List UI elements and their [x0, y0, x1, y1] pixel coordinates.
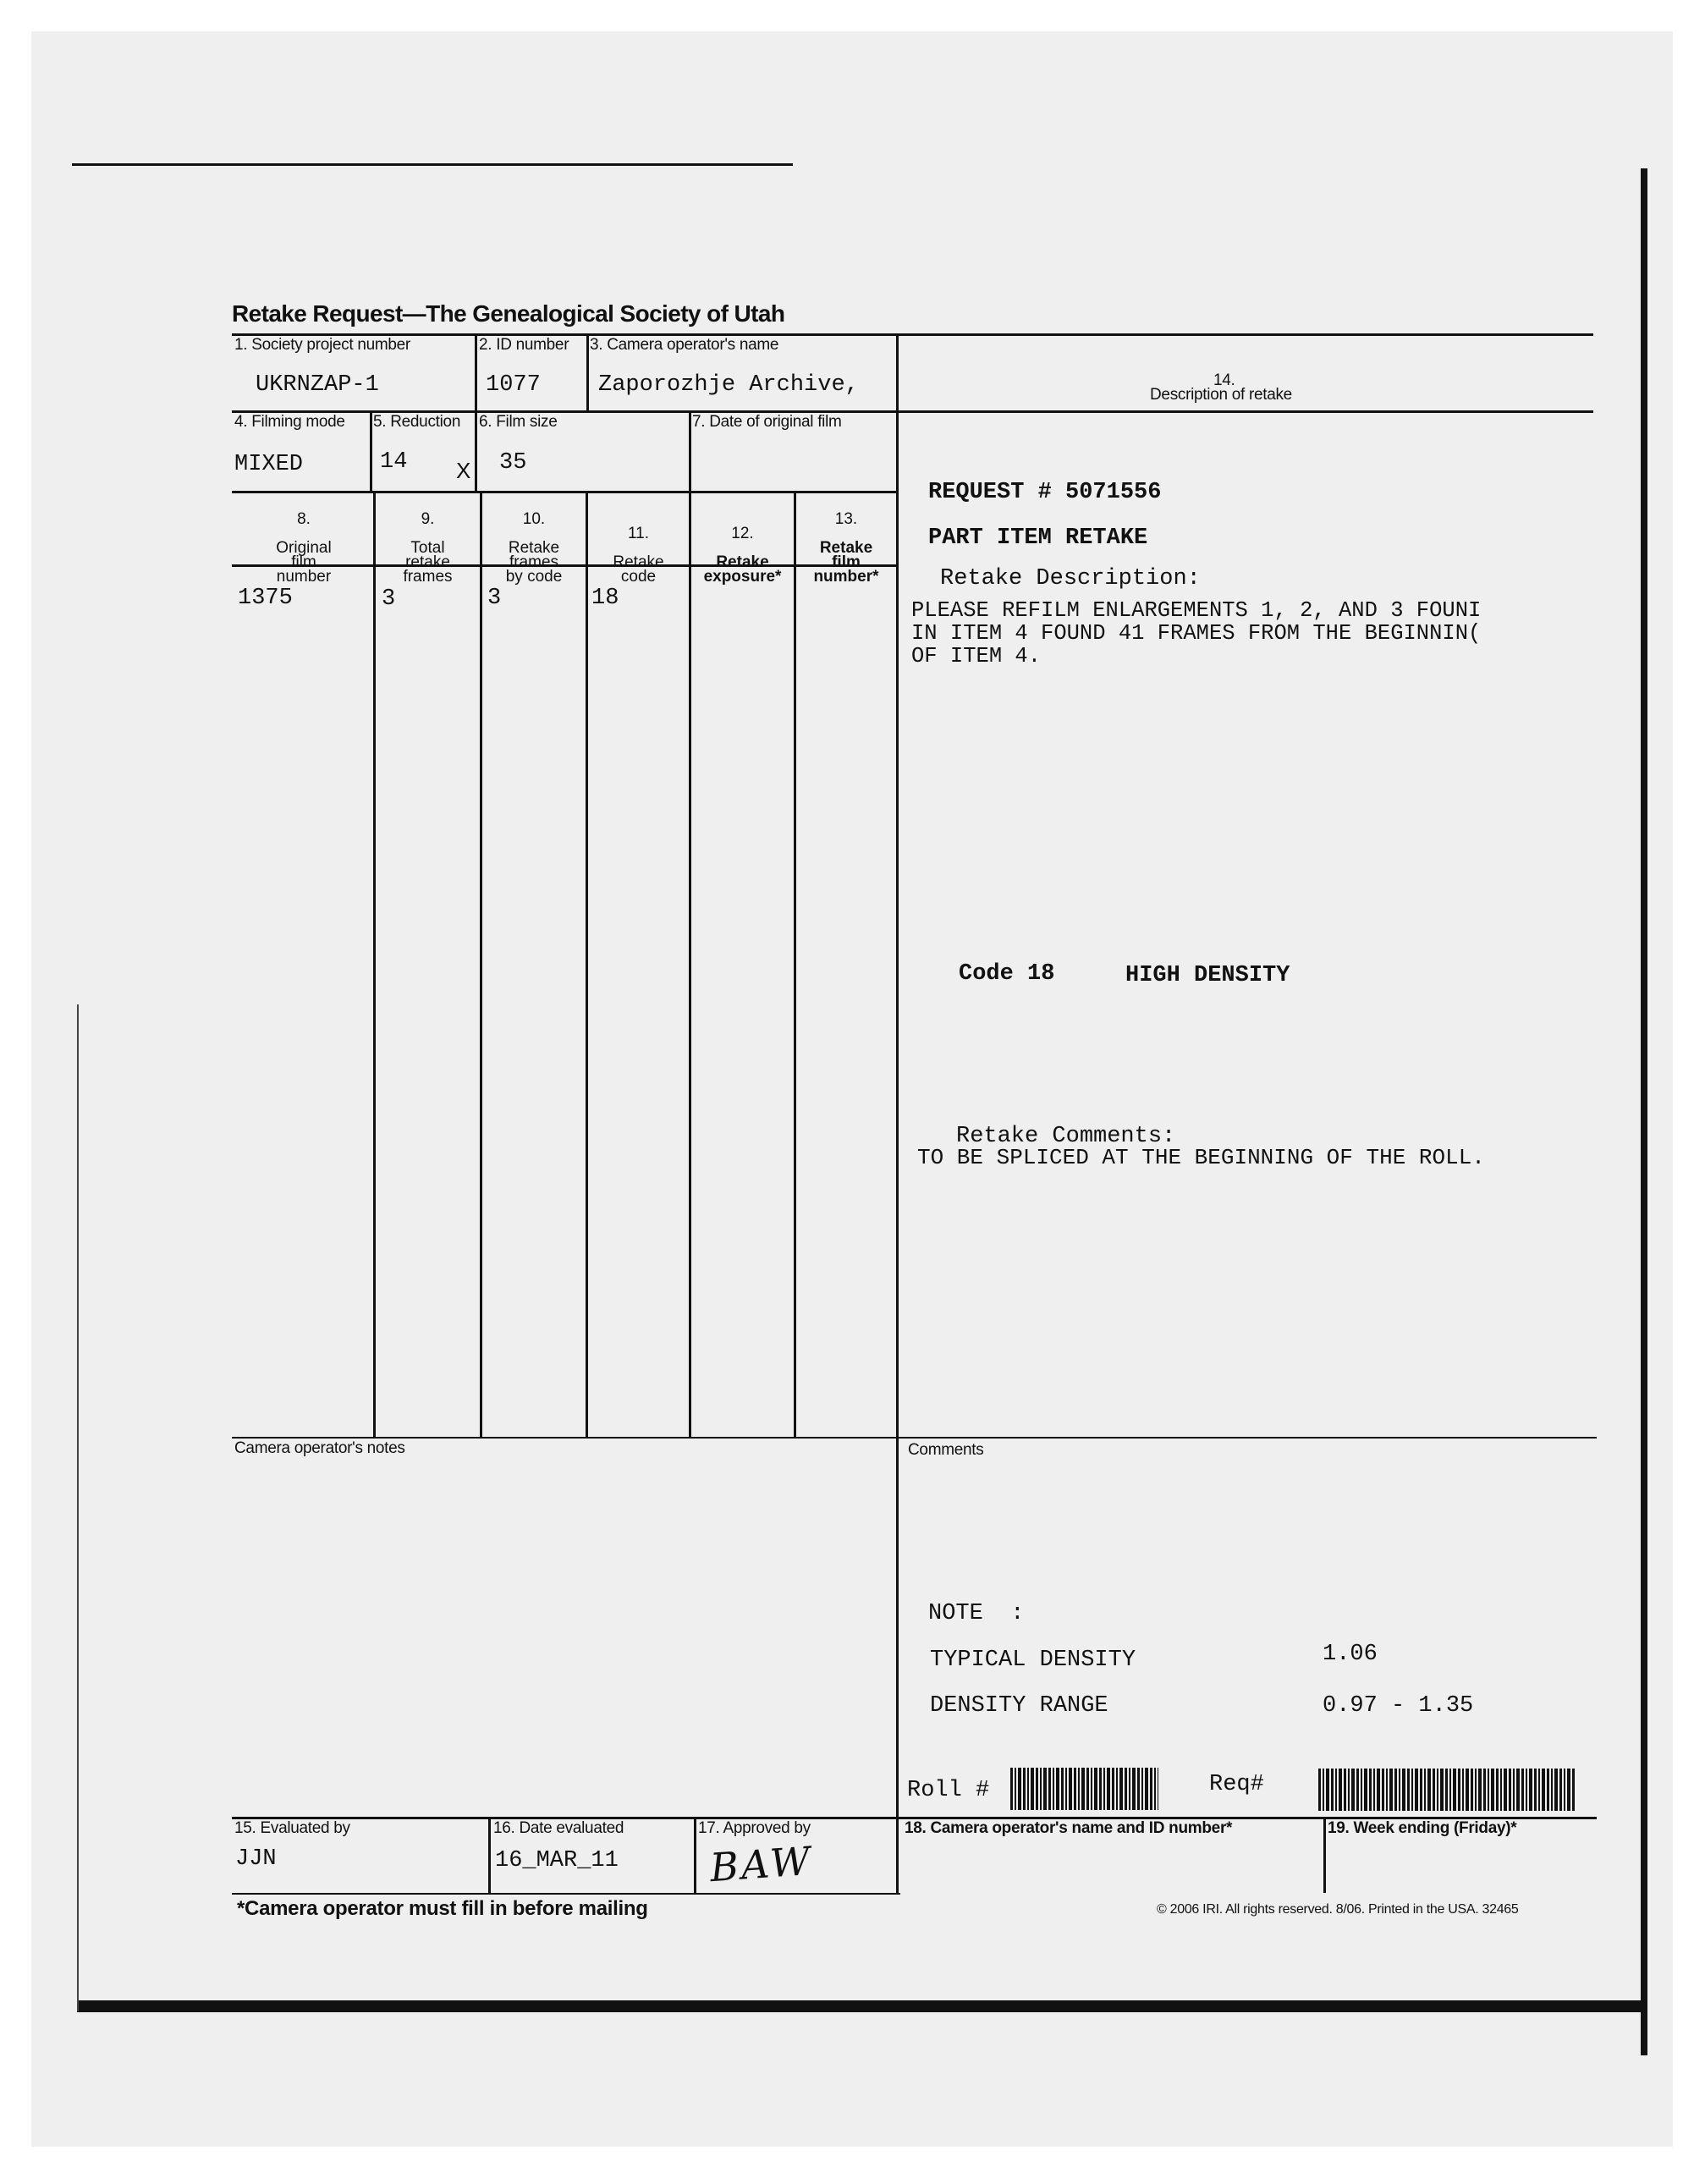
- col-12-label: Retake exposure*: [703, 553, 782, 586]
- col-12-number: 12.: [731, 525, 754, 542]
- id-number-value: 1077: [486, 372, 541, 398]
- col-div-5: [794, 491, 796, 1439]
- date-evaluated-value: 16_MAR_11: [495, 1848, 619, 1873]
- description-header: Description of retake: [1150, 386, 1292, 404]
- typical-density-label: TYPICAL DENSITY: [930, 1648, 1136, 1673]
- div-2-3: [586, 333, 589, 410]
- col-div-3: [586, 491, 588, 1439]
- col-10-number: 10.: [522, 510, 546, 528]
- reduction-value: 14: [380, 449, 408, 475]
- note-label: NOTE :: [928, 1601, 1025, 1626]
- form-sheet: [31, 31, 1673, 2147]
- copyright: © 2006 IRI. All rights reserved. 8/06. Printed in the USA. 32465: [1157, 1902, 1519, 1917]
- request-number: REQUEST # 5071556: [928, 480, 1162, 505]
- col-8-label: Original film number: [276, 539, 332, 586]
- col-header-13: [796, 498, 896, 584]
- col-header-12: [691, 512, 794, 584]
- original-film-number: 1375: [238, 586, 293, 611]
- retake-comments-text: TO BE SPLICED AT THE BEGINNING OF THE ROLL.: [917, 1145, 1485, 1170]
- evaluated-by-value: JJN: [235, 1846, 277, 1872]
- col-13-number: 13.: [834, 510, 858, 528]
- top-rule: [72, 163, 793, 166]
- footer-rule: [232, 1893, 900, 1895]
- col-11-label: Retake code: [613, 553, 664, 586]
- roll-barcode: [1010, 1768, 1158, 1810]
- scan-left-edge: [77, 1004, 79, 2011]
- div-6-7: [689, 410, 691, 491]
- part-item-retake: PART ITEM RETAKE: [928, 525, 1148, 551]
- project-number-value: UKRNZAP-1: [256, 372, 379, 398]
- center-divider: [896, 333, 899, 1895]
- project-number-label: 1. Society project number: [234, 336, 410, 354]
- operator-name-value: Zaporozhje Archive,: [598, 372, 859, 398]
- col-header-10: [482, 498, 586, 584]
- retake-description-label: Retake Description:: [940, 566, 1201, 591]
- footer-note: *Camera operator must fill in before mailing: [237, 1897, 648, 1920]
- film-size-value: 35: [499, 450, 527, 476]
- div-4-5: [370, 410, 372, 491]
- week-ending-label: 19. Week ending (Friday)*: [1328, 1819, 1517, 1837]
- approved-by-signature: BAW: [708, 1837, 815, 1891]
- filming-mode-value: MIXED: [234, 452, 304, 477]
- col-9-number: 9.: [421, 510, 435, 528]
- description-line-2: IN ITEM 4 FOUND 41 FRAMES FROM THE BEGINNIN(: [911, 621, 1482, 646]
- col-div-2: [480, 491, 482, 1439]
- film-size-label: 6. Film size: [479, 413, 558, 431]
- col-11-number: 11.: [627, 525, 649, 542]
- code-description: HIGH DENSITY: [1125, 963, 1290, 988]
- col-header-8: [234, 498, 373, 584]
- div-5-6: [475, 410, 477, 491]
- operator-notes-label: Camera operator's notes: [234, 1439, 405, 1457]
- col-header-9: [376, 498, 480, 584]
- evaluated-by-label: 15. Evaluated by: [234, 1819, 350, 1837]
- description-line-1: PLEASE REFILM ENLARGEMENTS 1, 2, AND 3 FOUNI: [911, 598, 1482, 623]
- div-1-2: [475, 333, 477, 410]
- description-number: 14.: [1213, 371, 1235, 389]
- scan-bottom-edge: [77, 2000, 1647, 2012]
- code-label: Code 18: [959, 961, 1055, 987]
- col-div-4: [689, 491, 691, 1439]
- roll-label: Roll #: [907, 1778, 990, 1803]
- title-rule: [232, 333, 1593, 336]
- total-retake-frames: 3: [382, 586, 396, 612]
- density-range-value: 0.97 - 1.35: [1323, 1693, 1474, 1719]
- comments-label: Comments: [908, 1441, 984, 1459]
- retake-comments-label: Retake Comments:: [956, 1124, 1176, 1149]
- req-label: Req#: [1209, 1772, 1264, 1797]
- approved-by-label: 17. Approved by: [698, 1819, 811, 1837]
- retake-frames-by-code: 3: [487, 586, 502, 611]
- table-bottom-rule: [232, 1437, 1597, 1439]
- col-header-11: [588, 512, 689, 584]
- retake-code: 18: [591, 586, 619, 611]
- date-evaluated-label: 16. Date evaluated: [493, 1819, 624, 1837]
- footer-div-18-19: [1323, 1817, 1326, 1893]
- row2-rule: [232, 491, 898, 493]
- scan-right-edge: [1641, 168, 1647, 2055]
- form-title: Retake Request—The Genealogical Society of Utah: [232, 300, 785, 327]
- col-13-label: Retake film number*: [813, 539, 879, 586]
- footer-div-16-17: [694, 1817, 696, 1893]
- operator-name-label: 3. Camera operator's name: [590, 336, 779, 354]
- date-original-label: 7. Date of original film: [692, 413, 842, 431]
- req-barcode: [1318, 1769, 1576, 1811]
- density-range-label: DENSITY RANGE: [930, 1693, 1108, 1719]
- reduction-label: 5. Reduction: [373, 413, 461, 431]
- col-10-label: Retake frames by code: [505, 539, 563, 586]
- operator-id-label: 18. Camera operator's name and ID number*: [905, 1819, 1233, 1837]
- col-9-label: Total retake frames: [403, 539, 453, 586]
- typical-density-value: 1.06: [1323, 1642, 1378, 1667]
- id-number-label: 2. ID number: [479, 336, 569, 354]
- filming-mode-label: 4. Filming mode: [234, 413, 345, 431]
- footer-div-15-16: [488, 1817, 491, 1893]
- reduction-suffix: X: [456, 458, 471, 483]
- description-line-3: OF ITEM 4.: [911, 644, 1042, 668]
- col-div-1: [373, 491, 376, 1439]
- col-8-number: 8.: [297, 510, 311, 528]
